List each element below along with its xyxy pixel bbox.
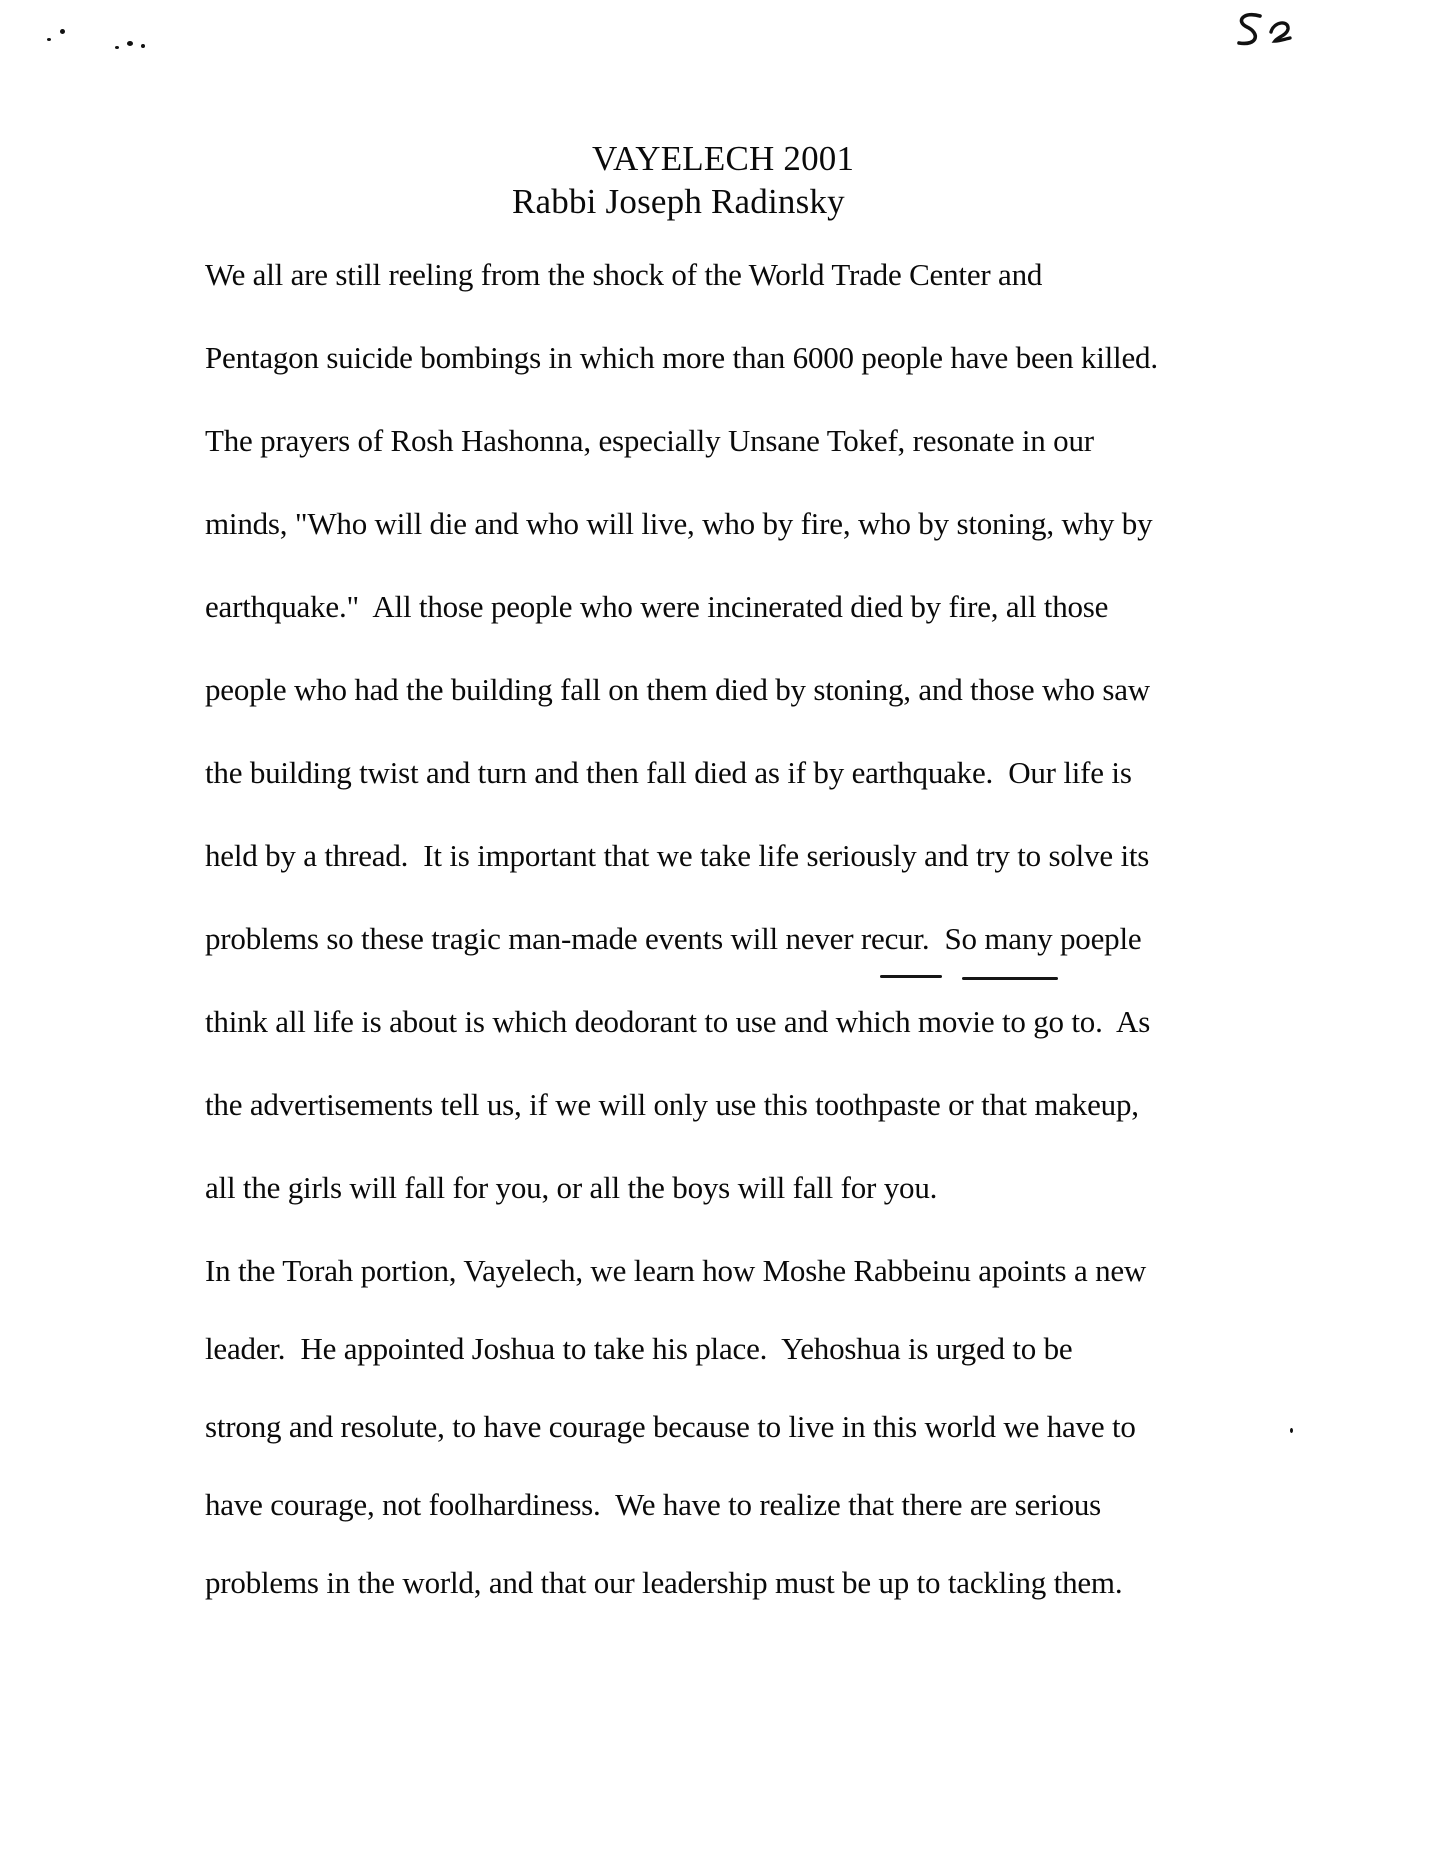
text-line: held by a thread. It is important that we take life seriously and try to solve its xyxy=(205,838,1150,873)
text-line: people who had the building fall on them died by stoning, and those who saw xyxy=(205,672,1150,707)
scan-speck xyxy=(47,38,51,41)
scan-speck xyxy=(1290,1428,1293,1433)
text-line: strong and resolute, to have courage because to live in this world we have to xyxy=(205,1409,1136,1444)
text-line: the advertisements tell us, if we will only use this toothpaste or that makeup, xyxy=(205,1087,1139,1122)
text-line: think all life is about is which deodorant to use and which movie to go to. As xyxy=(205,1004,1151,1039)
text-line: earthquake." All those people who were incinerated died by fire, all those xyxy=(205,589,1109,624)
scan-speck xyxy=(141,44,145,48)
text-line: The prayers of Rosh Hashonna, especially Unsane Tokef, resonate in our xyxy=(205,423,1094,458)
paragraph-torah-portion xyxy=(205,1232,1146,1622)
pen-underline-many xyxy=(880,975,942,978)
handwritten-mark xyxy=(1230,10,1300,56)
text-line: all the girls will fall for you, or all the boys will fall for you. xyxy=(205,1170,938,1205)
text-line: We all are still reeling from the shock of the World Trade Center and xyxy=(205,257,1043,292)
text-line: problems in the world, and that our leadership must be up to tackling them. xyxy=(205,1565,1123,1600)
paragraph-world-trade-center xyxy=(205,233,1158,1229)
document-author: Rabbi Joseph Radinsky xyxy=(512,182,845,221)
pen-underline-poeple xyxy=(962,977,1058,980)
text-line: problems so these tragic man-made events will never recur. So many poeple xyxy=(205,921,1142,956)
text-line: leader. He appointed Joshua to take his place. Yehoshua is urged to be xyxy=(205,1331,1073,1366)
text-line: have courage, not foolhardiness. We have to realize that there are serious xyxy=(205,1487,1102,1522)
text-line: Pentagon suicide bombings in which more than 6000 people have been killed. xyxy=(205,340,1158,375)
document-title: VAYELECH 2001 xyxy=(592,139,855,178)
scan-speck xyxy=(60,29,65,34)
text-line: minds, "Who will die and who will live, who by fire, who by stoning, why by xyxy=(205,506,1153,541)
scan-speck xyxy=(127,41,133,46)
text-line: In the Torah portion, Vayelech, we learn how Moshe Rabbeinu apoints a new xyxy=(205,1253,1147,1288)
text-line: the building twist and turn and then fall died as if by earthquake. Our life is xyxy=(205,755,1132,790)
scan-speck xyxy=(115,46,119,49)
